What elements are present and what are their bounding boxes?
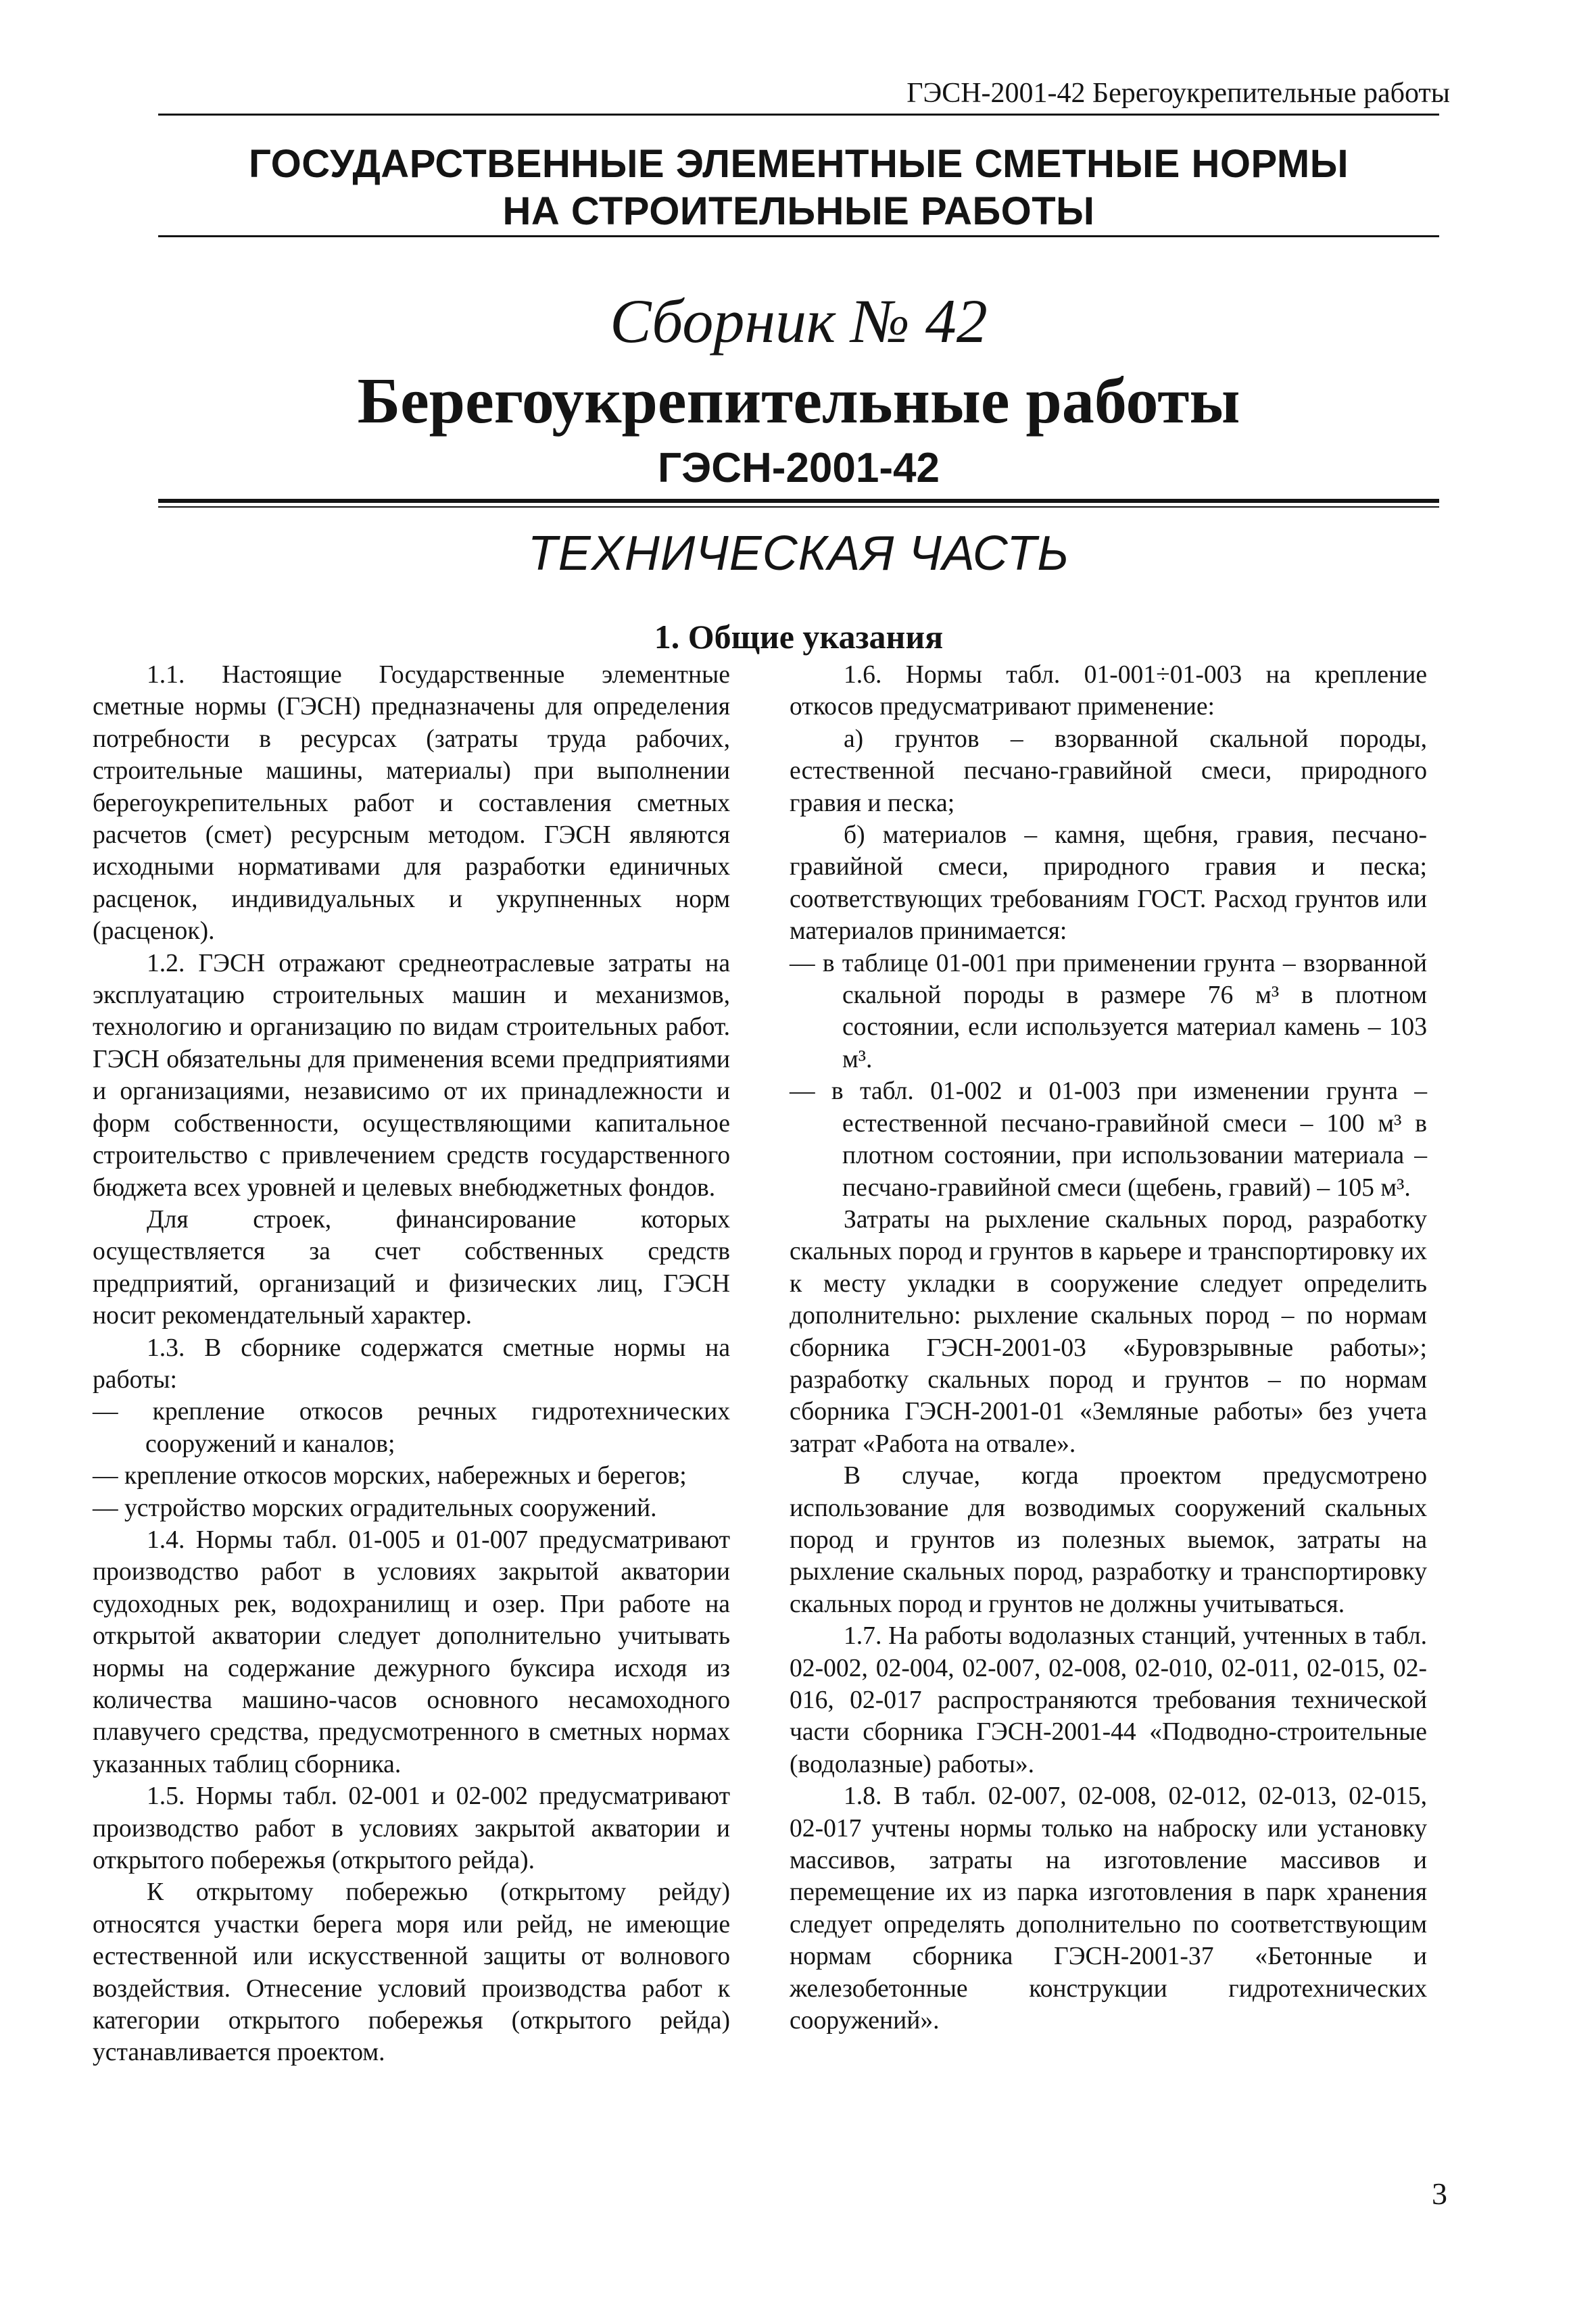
paragraph-1-3: 1.3. В сборнике содержатся сметные нормы на работы: [93, 1334, 730, 1394]
part-title: ТЕХНИЧЕСКАЯ ЧАСТЬ [527, 527, 1070, 581]
paragraph-1-6-d: В случае, когда проектом предусмотрено использование для возводимых сооружений скальных пород и грунтов из полезных выемок, затраты на рыхление скальных пород, разработку и транспортировку скальных пород и грунтов не должны учитываться. [790, 1462, 1427, 1618]
paragraph-1-6-a: а) грунтов – взорванной скальной породы, естественной песчано-гравийной смеси, природного гравия и песка; [790, 725, 1427, 817]
collection-subject: Берегоукрепительные работы [357, 364, 1240, 437]
norm-code: ГЭСН-2001-42 [658, 445, 940, 491]
page-number: 3 [1432, 2176, 1447, 2211]
left-column [93, 659, 730, 2069]
list-item: — крепление откосов морских, набережных и берегов; [93, 1460, 730, 1492]
running-header: ГЭСН-2001-42 Берегоукрепительные работы [906, 78, 1450, 109]
paragraph-1-2: 1.2. ГЭСН отражают среднеотраслевые затраты на эксплуатацию строительных машин и механизмов, технологию и организацию по видам строительных работ. ГЭСН обязательны для применения всеми предприятиями и организациями, независимо от их принадлежности и форм собственности, осуществляющими капитальное строительство с привлечением средств государственного бюджета всех уровней и целевых внебюджетных фондов. [93, 949, 730, 1202]
paragraph-1-7: 1.7. На работы водолазных станций, учтенных в табл. 02-002, 02-004, 02-007, 02-008, 02-010, 02-011, 02-015, 02-016, 02-017 распространяются требования технической части сборника ГЭСН-2001-44 «Подводно-строительные (водолазные) работы». [790, 1622, 1427, 1778]
list-item: — в табл. 01-002 и 01-003 при изменении грунта – естественной песчано-гравийной смеси – 100 м³ в плотном состоянии, при использовании материала – песчано-гравийной смеси (щебень, гравий) – 105 м³. [790, 1075, 1427, 1204]
paragraph-1-5-note: К открытому побережью (открытому рейду) относятся участки берега моря или рейд, не имеющие естественной или искусственной защиты от волнового воздействия. Отнесение условий производства работ к категории открытого побережья (открытого рейда) устанавливается проектом. [93, 1878, 730, 2067]
main-title-line-2: НА СТРОИТЕЛЬНЫЕ РАБОТЫ [502, 189, 1095, 233]
list-item: — устройство морских оградительных сооружений. [93, 1492, 730, 1524]
main-title-line-1: ГОСУДАРСТВЕННЫЕ ЭЛЕМЕНТНЫЕ СМЕТНЫЕ НОРМЫ [249, 142, 1349, 186]
title-rule [158, 235, 1439, 237]
paragraph-1-1: 1.1. Настоящие Государственные элементные сметные нормы (ГЭСН) предназначены для определения потребности в ресурсах (затраты труда рабочих, строительные машины, материалы) при выполнении берегоукрепительных работ и составления сметных расчетов (смет) ресурсным методом. ГЭСН являются исходными нормативами для разработки единичных расценок, индивидуальных и укрупненных норм (расценок). [93, 661, 730, 946]
paragraph-1-6-c: Затраты на рыхление скальных пород, разработку скальных пород и грунтов в карьере и транспортировку их к месту укладки в сооружение следует определить дополнительно: рыхление скальных пород – по нормам сборника ГЭСН-2001-03 «Буровзрывные работы»; разработку скальных пород и грунтов – по нормам сборника ГЭСН-2001-01 «Земляные работы» без учета затрат «Работа на отвале». [790, 1205, 1427, 1458]
paragraph-1-5: 1.5. Нормы табл. 02-001 и 02-002 предусматривают производство работ в условиях закрытой акватории и открытого побережья (открытого рейда). [93, 1782, 730, 1875]
list-item: — крепление откосов речных гидротехнических сооружений и каналов; [93, 1396, 730, 1460]
main-title [158, 141, 1439, 235]
header-rule [158, 114, 1439, 116]
collection-number: Сборник № 42 [610, 287, 988, 356]
code-rule-thin [158, 506, 1439, 508]
section-title: 1. Общие указания [654, 618, 944, 656]
code-rule-thick [158, 499, 1439, 503]
right-column [790, 659, 1427, 2037]
paragraph-1-6-b: б) материалов – камня, щебня, гравия, песчано-гравийной смеси, природного гравия и песка; соответствующих требованиям ГОСТ. Расход грунтов или материалов принимается: [790, 821, 1427, 946]
paragraph-1-8: 1.8. В табл. 02-007, 02-008, 02-012, 02-013, 02-015, 02-017 учтены нормы только на наброску или установку массивов, затраты на изготовление массивов и перемещение их из парка изготовления в парк хранения следует определять дополнительно по соответствующим нормам сборника ГЭСН-2001-37 «Бетонные и железобетонные конструкции гидротехнических сооружений». [790, 1782, 1427, 2035]
paragraph-1-6: 1.6. Нормы табл. 01-001÷01-003 на крепление откосов предусматривают применение: [790, 661, 1427, 721]
list-item: — в таблице 01-001 при применении грунта – взорванной скальной породы в размере 76 м³ в плотном состоянии, если используется материал камень – 103 м³. [790, 948, 1427, 1076]
paragraph-1-2-note: Для строек, финансирование которых осуществляется за счет собственных средств предприятий, организаций и физических лиц, ГЭСН носит рекомендательный характер. [93, 1205, 730, 1330]
paragraph-1-4: 1.4. Нормы табл. 01-005 и 01-007 предусматривают производство работ в условиях закрытой акватории судоходных рек, водохранилищ и озер. При работе на открытой акватории следует дополнительно учитывать нормы на содержание дежурного буксира исходя из количества машино-часов основного несамоходного плавучего средства, предусмотренного в сметных нормах указанных таблиц сборника. [93, 1526, 730, 1778]
